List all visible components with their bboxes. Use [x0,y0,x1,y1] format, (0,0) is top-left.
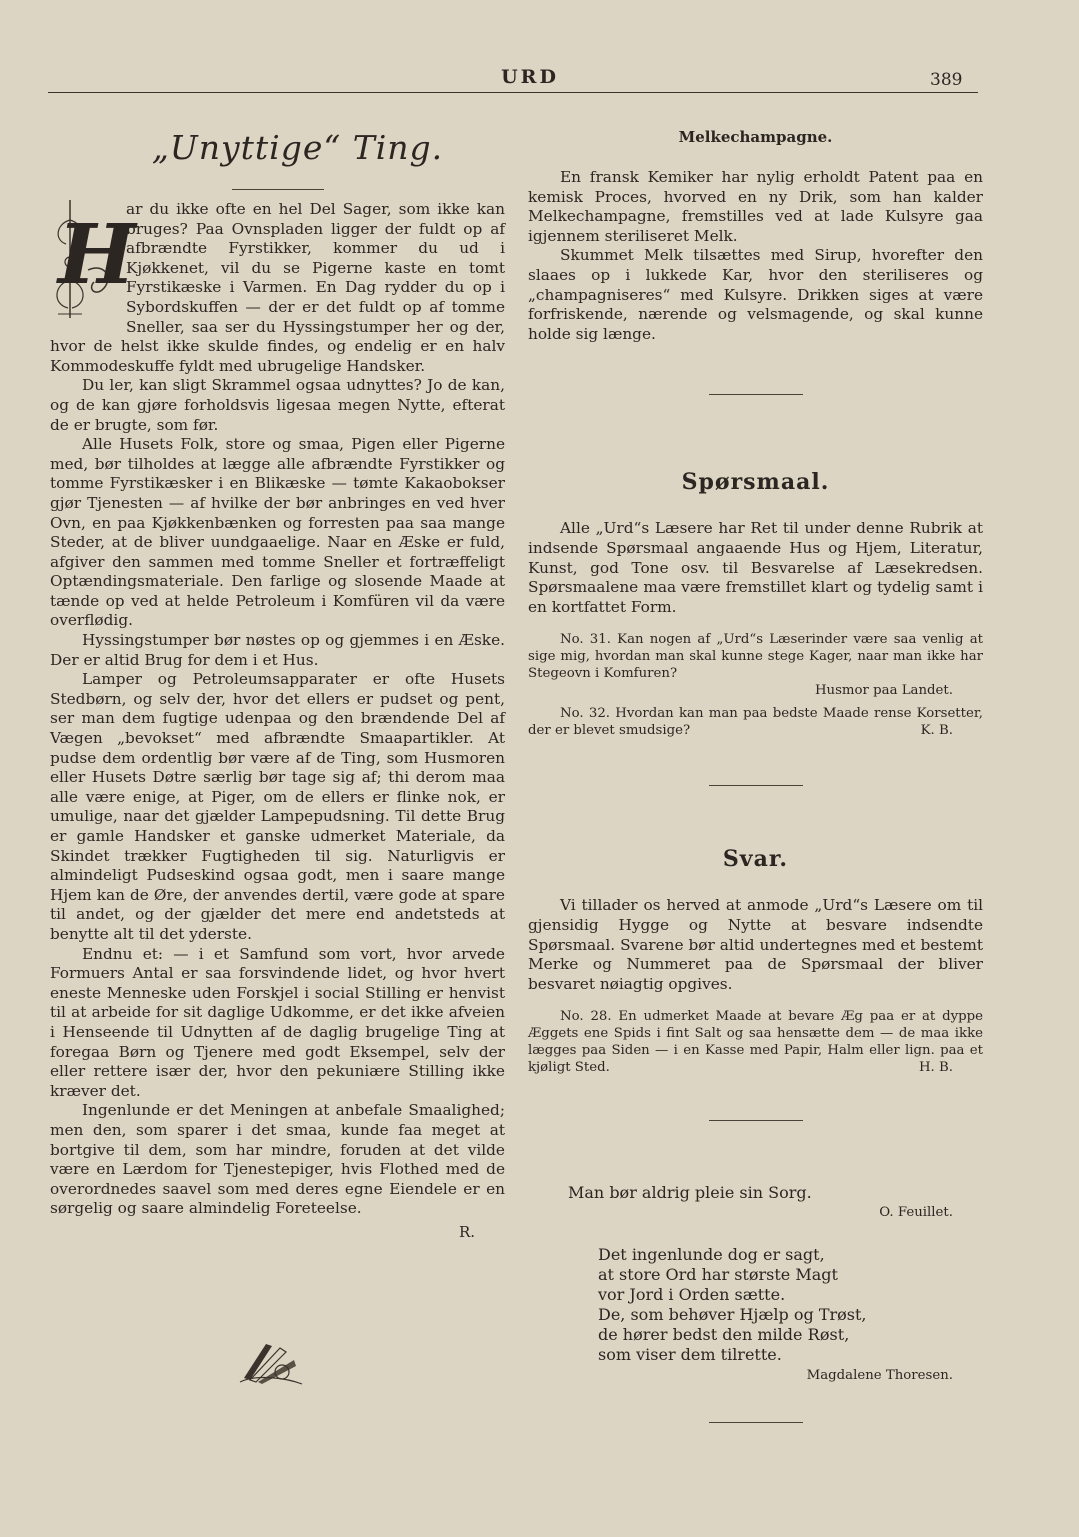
question-31 [528,631,983,682]
left-column [50,128,505,1241]
svar-intro [528,896,983,994]
question-32-text: No. 32. Hvordan kan man paa bedste Maade rense Korsetter, der er blevet smudsige? [528,706,983,739]
question-32-signature: K. B. [920,723,953,739]
question-31-text: No. 31. Kan nogen af „Urd“s Læserinder være saa venlig at sige mig, hvordan man skal kunne stege Kager, naar man ikke har Stegeovn i Komfuren? [528,632,983,682]
fan-ornament-icon [236,1334,306,1386]
title-rule [232,189,324,190]
article-signature: R. [458,1222,475,1241]
poem [598,1245,983,1365]
paragraph-6: Endnu et: — i et Samfund som vort, hvor arvede Formuers Antal er saa forsvindende lidet, og hvor hvert eneste Menneske uden Forskjel i social Stilling er henvist til at arbeide for sit daglige Udkomme, er det ikke afveien i Henseende til Udnytten af de daglig brugelige Ting at foregaa Børn og Tjenere med godt Eksempel, selv der eller rettere især der, hvor den pekuniære Stilling ikke kræver det. [50,944,505,1100]
paragraph-3: Alle Husets Folk, store og smaa, Pigen eller Pigerne med, bør tilholdes at lægge alle afbrændte Fyrstikker og tomme Fyrstikæsker i en Blikæske — tømte Kakaobokser gjør Tjenesten — af hvilke der bør anbringes en ved hver Ovn, en paa Kjøkkenbænken og forresten paa saa mange Steder, at de bliver uundgaaelige. Naar en Æske er fuld, afgiver den sammen med tomme Sneller et fortræffeligt Optændingsmateriale. Den farlige og slosende Maade at tænde op ved at helde Petroleum i Komfüren vil da være overflødig. [50,435,505,630]
melk-paragraph-2: Skummet Melk tilsættes med Sirup, hvorefter den slaaes op i lukkede Kar, hvor den steriliseres og „champagniseres“ med Kulsyre. Drikken siges at være forfriskende, nærende og velsmagende, og skal kunne holde sig længe. [528,246,983,343]
poem-line-2: at store Ord har største Magt [598,1265,838,1285]
melk-title: Melkechampagne. [678,128,833,146]
divider-4 [709,1422,803,1423]
article-body [50,200,505,1219]
right-column [528,128,983,1423]
question-31-signature: Husmor paa Landet. [814,683,953,699]
divider-2 [709,785,803,786]
poem-line-5: de hører bedst den milde Røst, [598,1325,850,1345]
journal-title: URD [501,66,559,88]
answer-28-signature: H. B. [918,1060,953,1076]
poem-line-6: som viser dem tilrette. [598,1345,782,1365]
quote-author: O. Feuillet. [879,1205,953,1221]
sporsmaal-intro [528,519,983,617]
sporsmaal-intro-text: Alle „Urd“s Læsere har Ret til under denne Rubrik at indsende Spørsmaal angaaende Hus og Hjem, Literatur, Kunst, god Tone osv. til Besvarelse af Læsekredsen. Spørsmaalene maa være fremstillet klart og tydelig samt i en kortfattet Form. [528,519,983,616]
header-rule [48,92,978,93]
divider-3 [709,1120,803,1121]
dropcap-initial [48,200,136,318]
poem-line-3: vor Jord i Orden sætte. [598,1285,786,1305]
melk-paragraph-1: En fransk Kemiker har nylig erholdt Patent paa en kemisk Proces, hvorved en ny Drik, som han kalder Melkechampagne, fremstilles ved at lade Kulsyre gaa igjennem steriliseret Melk. [528,168,983,245]
paragraph-5: Lamper og Petroleumsapparater er ofte Husets Stedbørn, og selv der, hvor det ellers er pudset og pent, ser man dem fugtige udenpaa og den brændende Del af Vægen „bevokset“ med afbrændte Smaapartikler. At pudse dem ordentlig bør være af de Ting, som Husmoren eller Husets Døtre særlig bør tage sig af; thi derom maa alle være enige, at Piger, om de ellers er flinke nok, er umulige, naar det gjælder Lampepudsning. Til dette Brug er gamle Handsker et ganske udmerket Materiale, da Skindet trækker Fugtigheden til sig. Naturligvis er almindeligt Pudseskind ogsaa godt, men i saare mange Hjem kan de Øre, der anvendes dertil, være gode at spare til andet, og der gjælder det mere end andetsteds at benytte alt til det yderste. [50,670,505,943]
poem-author: Magdalene Thoresen. [806,1368,953,1384]
svar-title: Svar. [722,846,789,873]
page-number: 389 [930,70,963,90]
paragraph-2: Du ler, kan sligt Skrammel ogsaa udnyttes? Jo de kan, og de kan gjøre forholdsvis ligesaa megen Nytte, efterat de er brugte, som før. [50,376,505,434]
quote-text: Man bør aldrig pleie sin Sorg. [568,1183,812,1203]
sporsmaal-title: Spørsmaal. [681,469,830,496]
paragraph-7: Ingenlunde er det Meningen at anbefale Smaalighed; men den, som sparer i det smaa, kunde faa meget at bortgive til dem, som har mindre, foruden at det vilde være en Lærdom for Tjenestepiger, hvis Flothed med de overordnedes saavel som med deres egne Eiendele er en sørgelig og saare almindelig Foreteelse. [50,1101,505,1218]
svar-intro-text: Vi tillader os herved at anmode „Urd“s Læsere om til gjensidig Hygge og Nytte at besvare indsendte Spørsmaal. Svarene bør altid undertegnes med et bestemt Merke og Nummeret paa de Spørsmaal der bliver besvaret nøiagtig opgives. [528,896,983,993]
divider-1 [709,394,803,395]
poem-line-1: Det ingenlunde dog er sagt, [598,1245,825,1265]
paragraph-4: Hyssingstumper bør nøstes op og gjemmes i en Æske. Der er altid Brug for dem i et Hus. [50,631,505,669]
paragraph-1: ar du ikke ofte en hel Del Sager, som ikke kan bruges? Paa Ovnspladen ligger der fuldt op af afbrændte Fyrstikker, kommer du ud i Kjøkkenet, vil du se Pigerne kaste en tomt Fyrstikæske i Varmen. En Dag rydder du op i Sybordskuffen — der er det fuldt op af tomme Sneller, saa ser du Hyssingstumper her og der, hvor de helst ikke skulde findes, og endelig er en halv Kommodeskuffe fyldt med ubrugelige Handsker. [50,200,505,375]
poem-line-4: De, som behøver Hjælp og Trøst, [598,1305,867,1325]
dropcap-letter: H [58,207,136,303]
answer-28-text: No. 28. En udmerket Maade at bevare Æg paa er at dyppe Æggets ene Spids i fint Salt og saa hensætte dem — de maa ikke lægges paa Siden — i en Kasse med Papir, Halm eller lign. paa et kjøligt Sted. [528,1009,983,1076]
article-title: „Unyttige“ Ting. [151,128,444,167]
melk-body [528,168,983,344]
